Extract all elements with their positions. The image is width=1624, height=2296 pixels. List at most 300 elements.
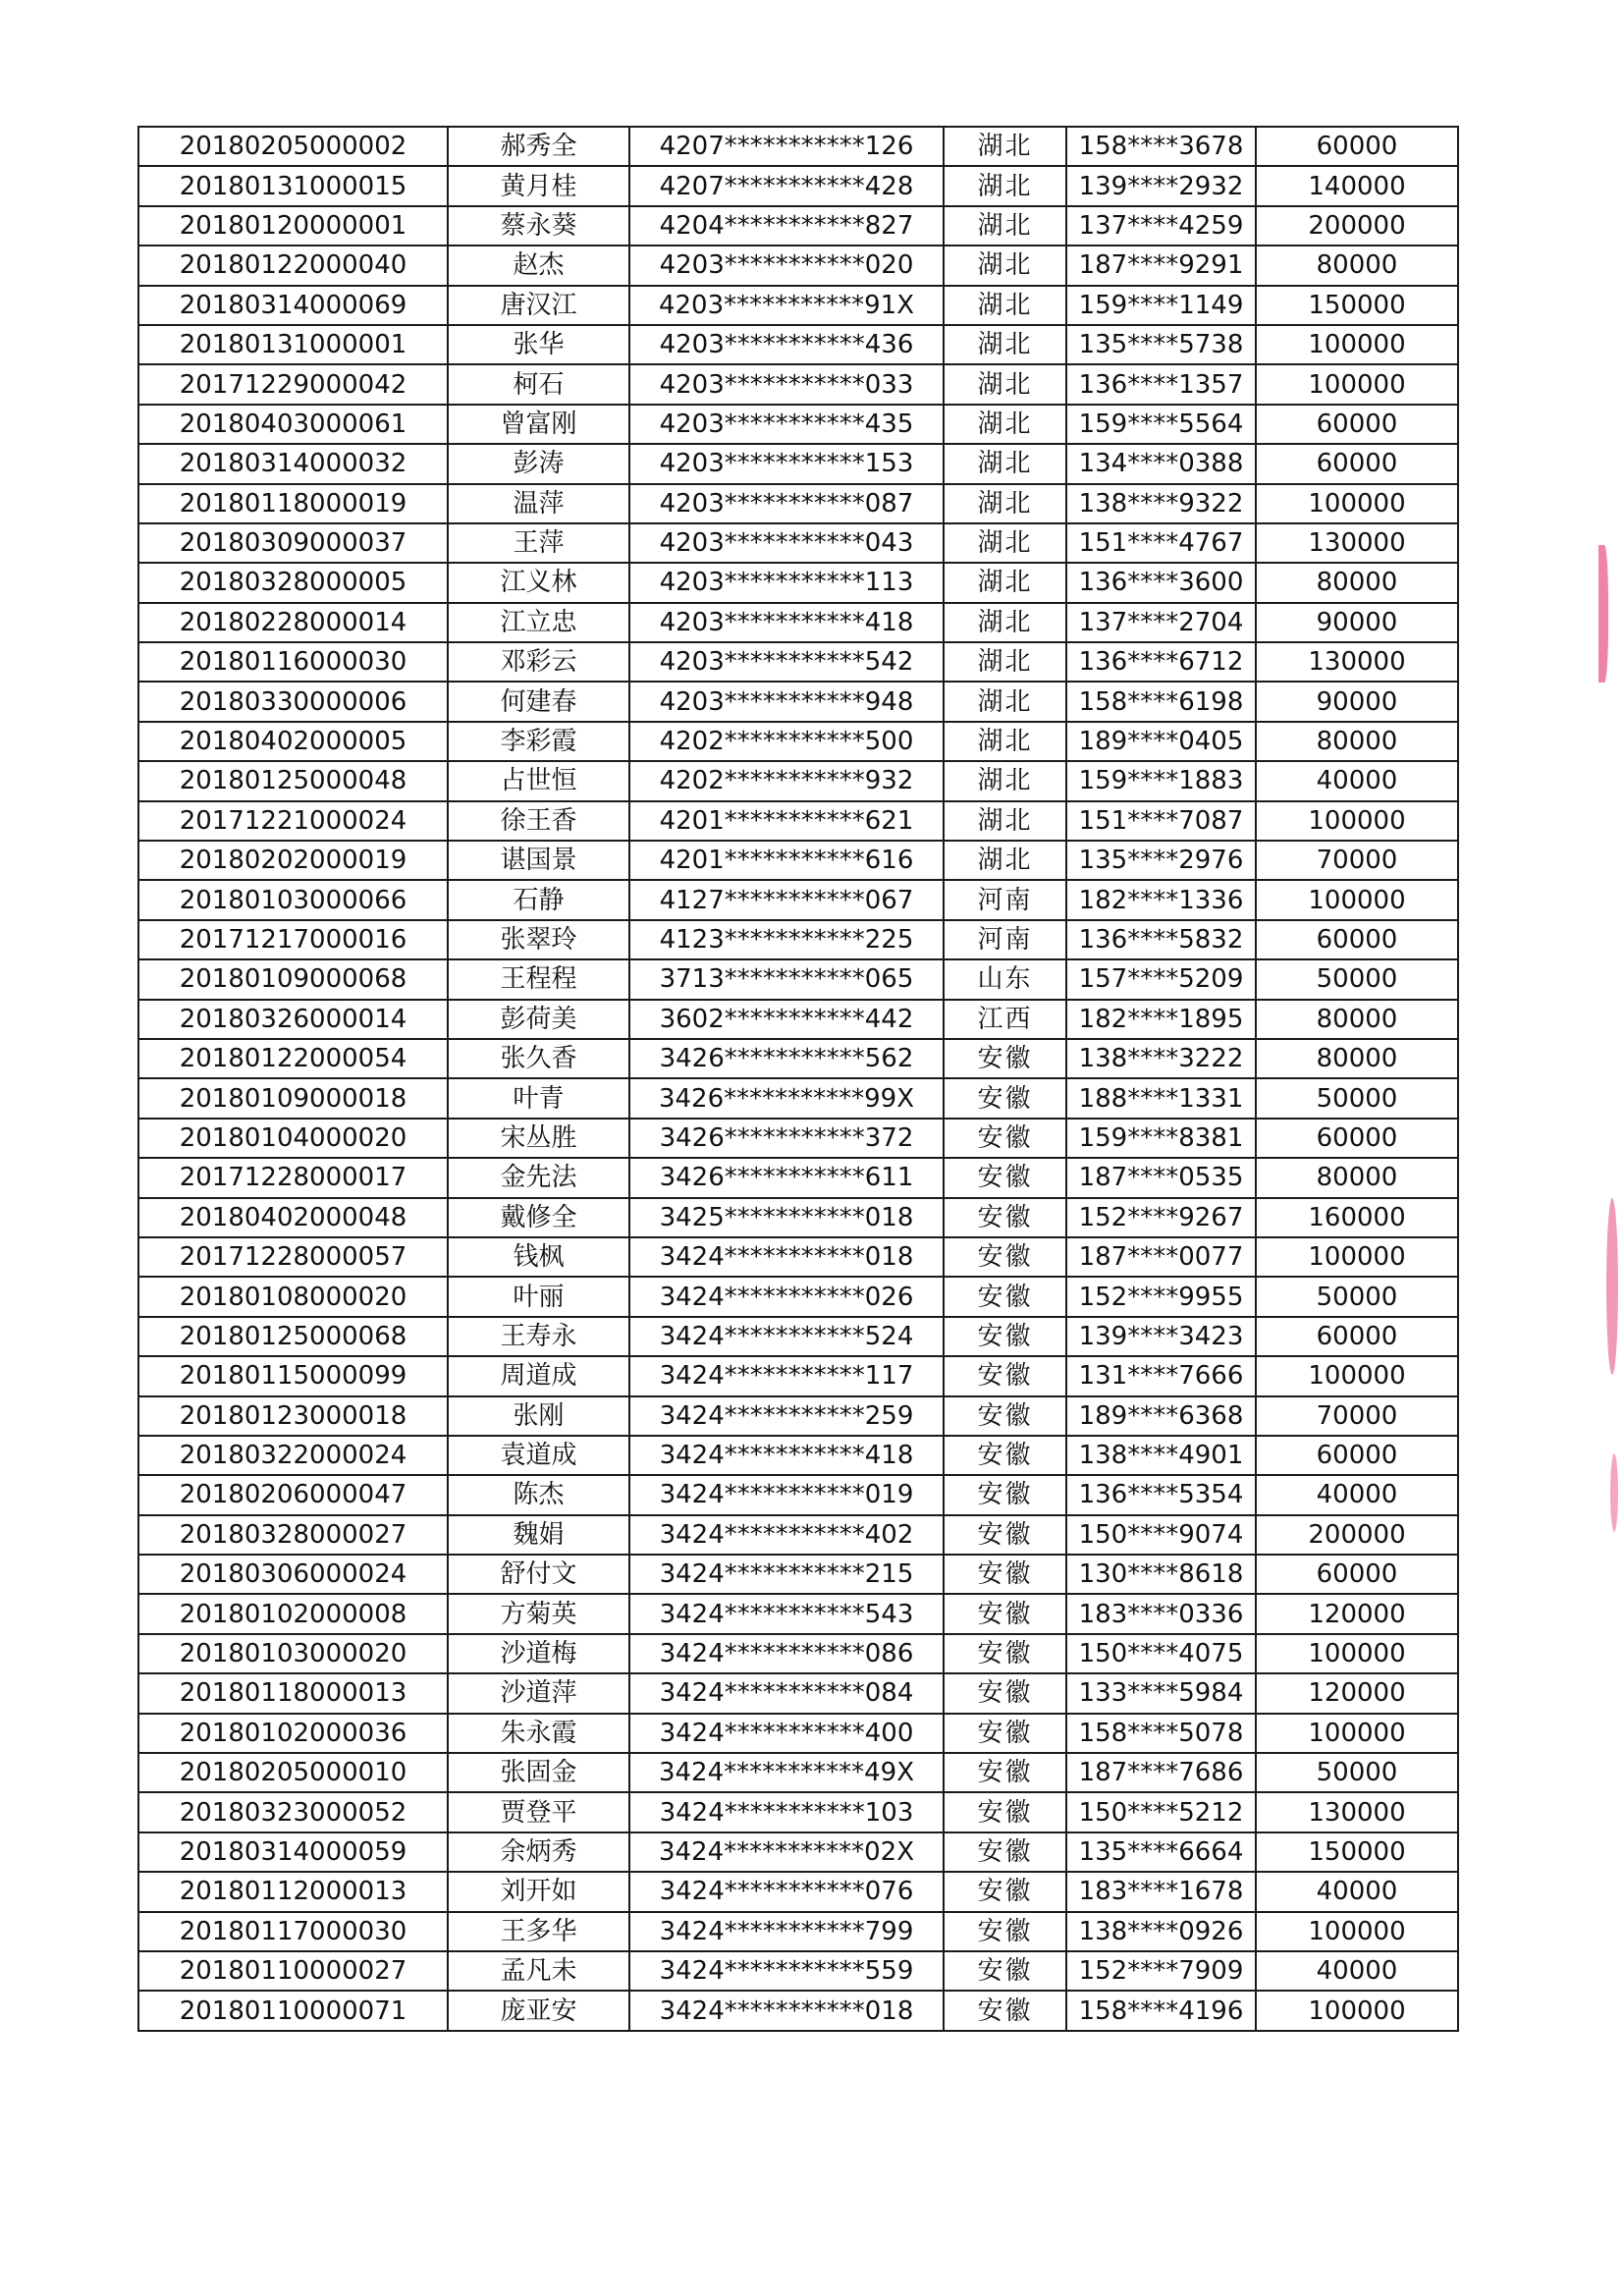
cell-amount: 60000: [1256, 920, 1458, 959]
cell-id: 3425***********018: [629, 1198, 944, 1237]
cell-name: 彭涛: [448, 444, 629, 483]
cell-province: 湖北: [944, 484, 1066, 523]
cell-amount: 100000: [1256, 1634, 1458, 1673]
cell-name: 戴修全: [448, 1198, 629, 1237]
cell-province: 湖北: [944, 206, 1066, 246]
cell-phone: 182****1336: [1066, 880, 1256, 919]
cell-name: 袁道成: [448, 1436, 629, 1475]
cell-name: 张翠玲: [448, 920, 629, 959]
table-row: [138, 484, 1458, 523]
table-row: [138, 127, 1458, 166]
cell-serial: 20180202000019: [138, 841, 448, 880]
cell-name: 黄月桂: [448, 166, 629, 205]
cell-id: 4203***********153: [629, 444, 944, 483]
table-row: [138, 523, 1458, 563]
table-row: [138, 1673, 1458, 1713]
cell-phone: 159****8381: [1066, 1119, 1256, 1158]
table-row: [138, 603, 1458, 642]
table-row: [138, 1991, 1458, 2030]
cell-province: 河南: [944, 880, 1066, 919]
cell-phone: 187****9291: [1066, 246, 1256, 285]
table-row: [138, 959, 1458, 999]
cell-province: 安徽: [944, 1714, 1066, 1753]
cell-province: 安徽: [944, 1396, 1066, 1436]
cell-id: 3424***********559: [629, 1951, 944, 1991]
cell-name: 赵杰: [448, 246, 629, 285]
cell-phone: 182****1895: [1066, 1000, 1256, 1039]
cell-serial: 20171229000042: [138, 364, 448, 404]
cell-name: 何建春: [448, 682, 629, 721]
cell-name: 徐王香: [448, 801, 629, 841]
table-row: [138, 1475, 1458, 1514]
cell-phone: 159****1883: [1066, 761, 1256, 800]
cell-serial: 20180205000002: [138, 127, 448, 166]
cell-serial: 20180328000027: [138, 1515, 448, 1555]
cell-id: 3424***********259: [629, 1396, 944, 1436]
cell-province: 湖北: [944, 603, 1066, 642]
cell-name: 魏娟: [448, 1515, 629, 1555]
cell-serial: 20180110000027: [138, 1951, 448, 1991]
cell-serial: 20180403000061: [138, 405, 448, 444]
cell-serial: 20180323000052: [138, 1792, 448, 1831]
cell-serial: 20180125000068: [138, 1317, 448, 1356]
cell-province: 安徽: [944, 1872, 1066, 1911]
table-row: [138, 1872, 1458, 1911]
cell-amount: 100000: [1256, 1991, 1458, 2030]
cell-id: 3424***********117: [629, 1356, 944, 1395]
cell-name: 周道成: [448, 1356, 629, 1395]
cell-name: 舒付文: [448, 1555, 629, 1594]
cell-name: 占世恒: [448, 761, 629, 800]
cell-serial: 20180314000069: [138, 286, 448, 325]
cell-phone: 134****0388: [1066, 444, 1256, 483]
cell-amount: 100000: [1256, 484, 1458, 523]
cell-amount: 90000: [1256, 682, 1458, 721]
cell-province: 湖北: [944, 761, 1066, 800]
table-row: [138, 642, 1458, 682]
cell-phone: 138****4901: [1066, 1436, 1256, 1475]
cell-id: 4203***********436: [629, 325, 944, 364]
table-row: [138, 920, 1458, 959]
cell-phone: 158****4196: [1066, 1991, 1256, 2030]
table-row: [138, 444, 1458, 483]
cell-name: 沙道萍: [448, 1673, 629, 1713]
cell-amount: 200000: [1256, 206, 1458, 246]
cell-province: 安徽: [944, 1792, 1066, 1831]
cell-id: 4201***********616: [629, 841, 944, 880]
cell-phone: 183****0336: [1066, 1594, 1256, 1633]
table-row: [138, 1198, 1458, 1237]
cell-serial: 20180109000018: [138, 1078, 448, 1118]
cell-phone: 135****5738: [1066, 325, 1256, 364]
cell-serial: 20180309000037: [138, 523, 448, 563]
cell-name: 蔡永葵: [448, 206, 629, 246]
table-row: [138, 1317, 1458, 1356]
table-row: [138, 722, 1458, 761]
cell-province: 湖北: [944, 563, 1066, 602]
cell-id: 4203***********020: [629, 246, 944, 285]
cell-id: 4204***********827: [629, 206, 944, 246]
cell-amount: 120000: [1256, 1594, 1458, 1633]
cell-phone: 136****1357: [1066, 364, 1256, 404]
cell-name: 贾登平: [448, 1792, 629, 1831]
cell-serial: 20180402000048: [138, 1198, 448, 1237]
cell-province: 安徽: [944, 1594, 1066, 1633]
cell-serial: 20180110000071: [138, 1991, 448, 2030]
table-row: [138, 286, 1458, 325]
cell-id: 3424***********402: [629, 1515, 944, 1555]
cell-province: 安徽: [944, 1198, 1066, 1237]
cell-amount: 60000: [1256, 1317, 1458, 1356]
cell-province: 安徽: [944, 1039, 1066, 1078]
table-row: [138, 1436, 1458, 1475]
table-row: [138, 563, 1458, 602]
cell-id: 3424***********103: [629, 1792, 944, 1831]
table-row: [138, 1792, 1458, 1831]
cell-serial: 20171228000017: [138, 1158, 448, 1197]
cell-amount: 50000: [1256, 1753, 1458, 1792]
cell-serial: 20180228000014: [138, 603, 448, 642]
cell-name: 江立忠: [448, 603, 629, 642]
table-row: [138, 682, 1458, 721]
cell-phone: 135****2976: [1066, 841, 1256, 880]
cell-province: 安徽: [944, 1158, 1066, 1197]
cell-amount: 140000: [1256, 166, 1458, 205]
cell-id: 3713***********065: [629, 959, 944, 999]
cell-name: 叶丽: [448, 1277, 629, 1316]
cell-phone: 137****2704: [1066, 603, 1256, 642]
cell-serial: 20180131000015: [138, 166, 448, 205]
cell-id: 4201***********621: [629, 801, 944, 841]
cell-phone: 130****8618: [1066, 1555, 1256, 1594]
cell-amount: 80000: [1256, 563, 1458, 602]
cell-serial: 20180122000040: [138, 246, 448, 285]
cell-phone: 159****5564: [1066, 405, 1256, 444]
cell-phone: 150****9074: [1066, 1515, 1256, 1555]
cell-serial: 20180205000010: [138, 1753, 448, 1792]
cell-serial: 20180102000036: [138, 1714, 448, 1753]
cell-id: 3424***********026: [629, 1277, 944, 1316]
cell-name: 王萍: [448, 523, 629, 563]
cell-phone: 150****5212: [1066, 1792, 1256, 1831]
table-row: [138, 166, 1458, 205]
cell-serial: 20180306000024: [138, 1555, 448, 1594]
cell-amount: 70000: [1256, 841, 1458, 880]
table-row: [138, 841, 1458, 880]
cell-name: 彭荷美: [448, 1000, 629, 1039]
cell-amount: 130000: [1256, 1792, 1458, 1831]
cell-amount: 100000: [1256, 801, 1458, 841]
cell-amount: 80000: [1256, 1158, 1458, 1197]
cell-serial: 20180123000018: [138, 1396, 448, 1436]
cell-province: 河南: [944, 920, 1066, 959]
cell-serial: 20171228000057: [138, 1237, 448, 1277]
cell-amount: 60000: [1256, 127, 1458, 166]
cell-amount: 100000: [1256, 364, 1458, 404]
cell-amount: 40000: [1256, 761, 1458, 800]
cell-phone: 189****0405: [1066, 722, 1256, 761]
table-row: [138, 1119, 1458, 1158]
cell-phone: 136****5832: [1066, 920, 1256, 959]
cell-amount: 100000: [1256, 1356, 1458, 1395]
cell-id: 4203***********033: [629, 364, 944, 404]
cell-id: 4127***********067: [629, 880, 944, 919]
cell-id: 3424***********019: [629, 1475, 944, 1514]
table-row: [138, 1832, 1458, 1872]
cell-province: 湖北: [944, 127, 1066, 166]
cell-province: 安徽: [944, 1951, 1066, 1991]
cell-serial: 20180131000001: [138, 325, 448, 364]
cell-province: 湖北: [944, 246, 1066, 285]
cell-phone: 158****3678: [1066, 127, 1256, 166]
cell-serial: 20180118000019: [138, 484, 448, 523]
table-row: [138, 880, 1458, 919]
cell-amount: 60000: [1256, 405, 1458, 444]
cell-id: 4202***********932: [629, 761, 944, 800]
cell-province: 湖北: [944, 523, 1066, 563]
cell-phone: 187****7686: [1066, 1753, 1256, 1792]
cell-id: 4203***********418: [629, 603, 944, 642]
cell-province: 安徽: [944, 1277, 1066, 1316]
cell-name: 庞亚安: [448, 1991, 629, 2030]
table-row: [138, 364, 1458, 404]
cell-province: 安徽: [944, 1673, 1066, 1713]
cell-amount: 150000: [1256, 1832, 1458, 1872]
cell-id: 3424***********076: [629, 1872, 944, 1911]
table-row: [138, 1078, 1458, 1118]
cell-province: 江西: [944, 1000, 1066, 1039]
cell-phone: 131****7666: [1066, 1356, 1256, 1395]
cell-id: 3424***********084: [629, 1673, 944, 1713]
cell-serial: 20180109000068: [138, 959, 448, 999]
table-row: [138, 1714, 1458, 1753]
cell-id: 3602***********442: [629, 1000, 944, 1039]
cell-province: 湖北: [944, 166, 1066, 205]
table-row: [138, 761, 1458, 800]
table-row: [138, 1594, 1458, 1633]
cell-name: 石静: [448, 880, 629, 919]
cell-id: 4203***********087: [629, 484, 944, 523]
cell-amount: 40000: [1256, 1872, 1458, 1911]
cell-id: 3426***********562: [629, 1039, 944, 1078]
cell-amount: 50000: [1256, 959, 1458, 999]
cell-serial: 20180112000013: [138, 1872, 448, 1911]
cell-amount: 80000: [1256, 1000, 1458, 1039]
cell-province: 安徽: [944, 1317, 1066, 1356]
cell-amount: 100000: [1256, 1912, 1458, 1951]
cell-phone: 152****9955: [1066, 1277, 1256, 1316]
cell-serial: 20180116000030: [138, 642, 448, 682]
cell-phone: 157****5209: [1066, 959, 1256, 999]
cell-amount: 90000: [1256, 603, 1458, 642]
cell-amount: 60000: [1256, 1119, 1458, 1158]
cell-province: 安徽: [944, 1356, 1066, 1395]
cell-province: 安徽: [944, 1832, 1066, 1872]
cell-amount: 130000: [1256, 642, 1458, 682]
cell-amount: 120000: [1256, 1673, 1458, 1713]
cell-phone: 189****6368: [1066, 1396, 1256, 1436]
cell-phone: 138****9322: [1066, 484, 1256, 523]
cell-phone: 136****6712: [1066, 642, 1256, 682]
cell-id: 3426***********372: [629, 1119, 944, 1158]
cell-id: 3424***********018: [629, 1237, 944, 1277]
cell-province: 安徽: [944, 1991, 1066, 2030]
cell-province: 湖北: [944, 405, 1066, 444]
cell-amount: 100000: [1256, 1237, 1458, 1277]
cell-province: 湖北: [944, 325, 1066, 364]
table-row: [138, 1912, 1458, 1951]
cell-name: 朱永霞: [448, 1714, 629, 1753]
cell-amount: 100000: [1256, 325, 1458, 364]
cell-province: 安徽: [944, 1475, 1066, 1514]
cell-amount: 80000: [1256, 722, 1458, 761]
cell-phone: 135****6664: [1066, 1832, 1256, 1872]
cell-phone: 158****5078: [1066, 1714, 1256, 1753]
table-row: [138, 206, 1458, 246]
cell-amount: 200000: [1256, 1515, 1458, 1555]
cell-serial: 20180314000032: [138, 444, 448, 483]
cell-serial: 20180108000020: [138, 1277, 448, 1316]
cell-province: 湖北: [944, 444, 1066, 483]
cell-province: 安徽: [944, 1753, 1066, 1792]
cell-serial: 20180326000014: [138, 1000, 448, 1039]
cell-name: 张久香: [448, 1039, 629, 1078]
cell-name: 唐汉江: [448, 286, 629, 325]
cell-province: 安徽: [944, 1912, 1066, 1951]
cell-id: 4203***********113: [629, 563, 944, 602]
cell-id: 4203***********542: [629, 642, 944, 682]
cell-serial: 20180125000048: [138, 761, 448, 800]
cell-serial: 20180122000054: [138, 1039, 448, 1078]
cell-name: 宋丛胜: [448, 1119, 629, 1158]
table-row: [138, 1555, 1458, 1594]
cell-id: 4203***********043: [629, 523, 944, 563]
cell-serial: 20180322000024: [138, 1436, 448, 1475]
cell-phone: 137****4259: [1066, 206, 1256, 246]
cell-phone: 152****7909: [1066, 1951, 1256, 1991]
table-row: [138, 1237, 1458, 1277]
cell-amount: 160000: [1256, 1198, 1458, 1237]
cell-phone: 152****9267: [1066, 1198, 1256, 1237]
roster-table: [137, 126, 1459, 2032]
cell-name: 沙道梅: [448, 1634, 629, 1673]
cell-province: 安徽: [944, 1436, 1066, 1475]
seal-fragment-lower: [1610, 1453, 1618, 1532]
cell-id: 3426***********611: [629, 1158, 944, 1197]
cell-phone: 187****0535: [1066, 1158, 1256, 1197]
cell-amount: 100000: [1256, 1714, 1458, 1753]
cell-amount: 150000: [1256, 286, 1458, 325]
seal-fragment-upper: [1598, 545, 1608, 683]
cell-id: 3424***********799: [629, 1912, 944, 1951]
cell-id: 4203***********91X: [629, 286, 944, 325]
cell-name: 李彩霞: [448, 722, 629, 761]
cell-name: 谌国景: [448, 841, 629, 880]
cell-phone: 158****6198: [1066, 682, 1256, 721]
cell-province: 安徽: [944, 1555, 1066, 1594]
cell-phone: 138****3222: [1066, 1039, 1256, 1078]
cell-serial: 20180314000059: [138, 1832, 448, 1872]
cell-serial: 20180402000005: [138, 722, 448, 761]
cell-amount: 50000: [1256, 1277, 1458, 1316]
cell-serial: 20180102000008: [138, 1594, 448, 1633]
cell-name: 孟凡未: [448, 1951, 629, 1991]
cell-serial: 20180103000020: [138, 1634, 448, 1673]
cell-id: 3424***********418: [629, 1436, 944, 1475]
cell-serial: 20171217000016: [138, 920, 448, 959]
cell-amount: 80000: [1256, 246, 1458, 285]
cell-id: 4203***********948: [629, 682, 944, 721]
cell-id: 3424***********086: [629, 1634, 944, 1673]
cell-province: 湖北: [944, 801, 1066, 841]
cell-name: 柯石: [448, 364, 629, 404]
cell-phone: 151****7087: [1066, 801, 1256, 841]
cell-name: 温萍: [448, 484, 629, 523]
cell-name: 金先法: [448, 1158, 629, 1197]
cell-phone: 151****4767: [1066, 523, 1256, 563]
cell-province: 山东: [944, 959, 1066, 999]
cell-province: 湖北: [944, 722, 1066, 761]
cell-name: 刘开如: [448, 1872, 629, 1911]
table-row: [138, 1634, 1458, 1673]
cell-province: 安徽: [944, 1119, 1066, 1158]
cell-name: 王多华: [448, 1912, 629, 1951]
table-row: [138, 1515, 1458, 1555]
table-row: [138, 1000, 1458, 1039]
cell-name: 张固金: [448, 1753, 629, 1792]
cell-name: 余炳秀: [448, 1832, 629, 1872]
cell-id: 4123***********225: [629, 920, 944, 959]
cell-phone: 150****4075: [1066, 1634, 1256, 1673]
table-row: [138, 1039, 1458, 1078]
cell-serial: 20180328000005: [138, 563, 448, 602]
cell-serial: 20180103000066: [138, 880, 448, 919]
cell-province: 湖北: [944, 682, 1066, 721]
cell-id: 3424***********02X: [629, 1832, 944, 1872]
cell-name: 张华: [448, 325, 629, 364]
cell-phone: 188****1331: [1066, 1078, 1256, 1118]
cell-amount: 100000: [1256, 880, 1458, 919]
cell-amount: 60000: [1256, 1555, 1458, 1594]
cell-id: 4207***********428: [629, 166, 944, 205]
cell-province: 湖北: [944, 364, 1066, 404]
seal-fragment-middle: [1606, 1198, 1618, 1375]
cell-amount: 130000: [1256, 523, 1458, 563]
cell-id: 3424***********524: [629, 1317, 944, 1356]
cell-phone: 133****5984: [1066, 1673, 1256, 1713]
cell-phone: 138****0926: [1066, 1912, 1256, 1951]
cell-name: 江义林: [448, 563, 629, 602]
cell-province: 安徽: [944, 1634, 1066, 1673]
cell-name: 张刚: [448, 1396, 629, 1436]
cell-phone: 187****0077: [1066, 1237, 1256, 1277]
cell-phone: 159****1149: [1066, 286, 1256, 325]
table-row: [138, 246, 1458, 285]
cell-serial: 20180118000013: [138, 1673, 448, 1713]
cell-id: 3424***********018: [629, 1991, 944, 2030]
table-row: [138, 801, 1458, 841]
cell-name: 王程程: [448, 959, 629, 999]
cell-id: 3424***********543: [629, 1594, 944, 1633]
cell-phone: 139****3423: [1066, 1317, 1256, 1356]
cell-serial: 20180104000020: [138, 1119, 448, 1158]
cell-name: 方菊英: [448, 1594, 629, 1633]
cell-id: 3424***********215: [629, 1555, 944, 1594]
cell-phone: 136****3600: [1066, 563, 1256, 602]
cell-province: 湖北: [944, 286, 1066, 325]
cell-province: 安徽: [944, 1515, 1066, 1555]
cell-id: 4203***********435: [629, 405, 944, 444]
